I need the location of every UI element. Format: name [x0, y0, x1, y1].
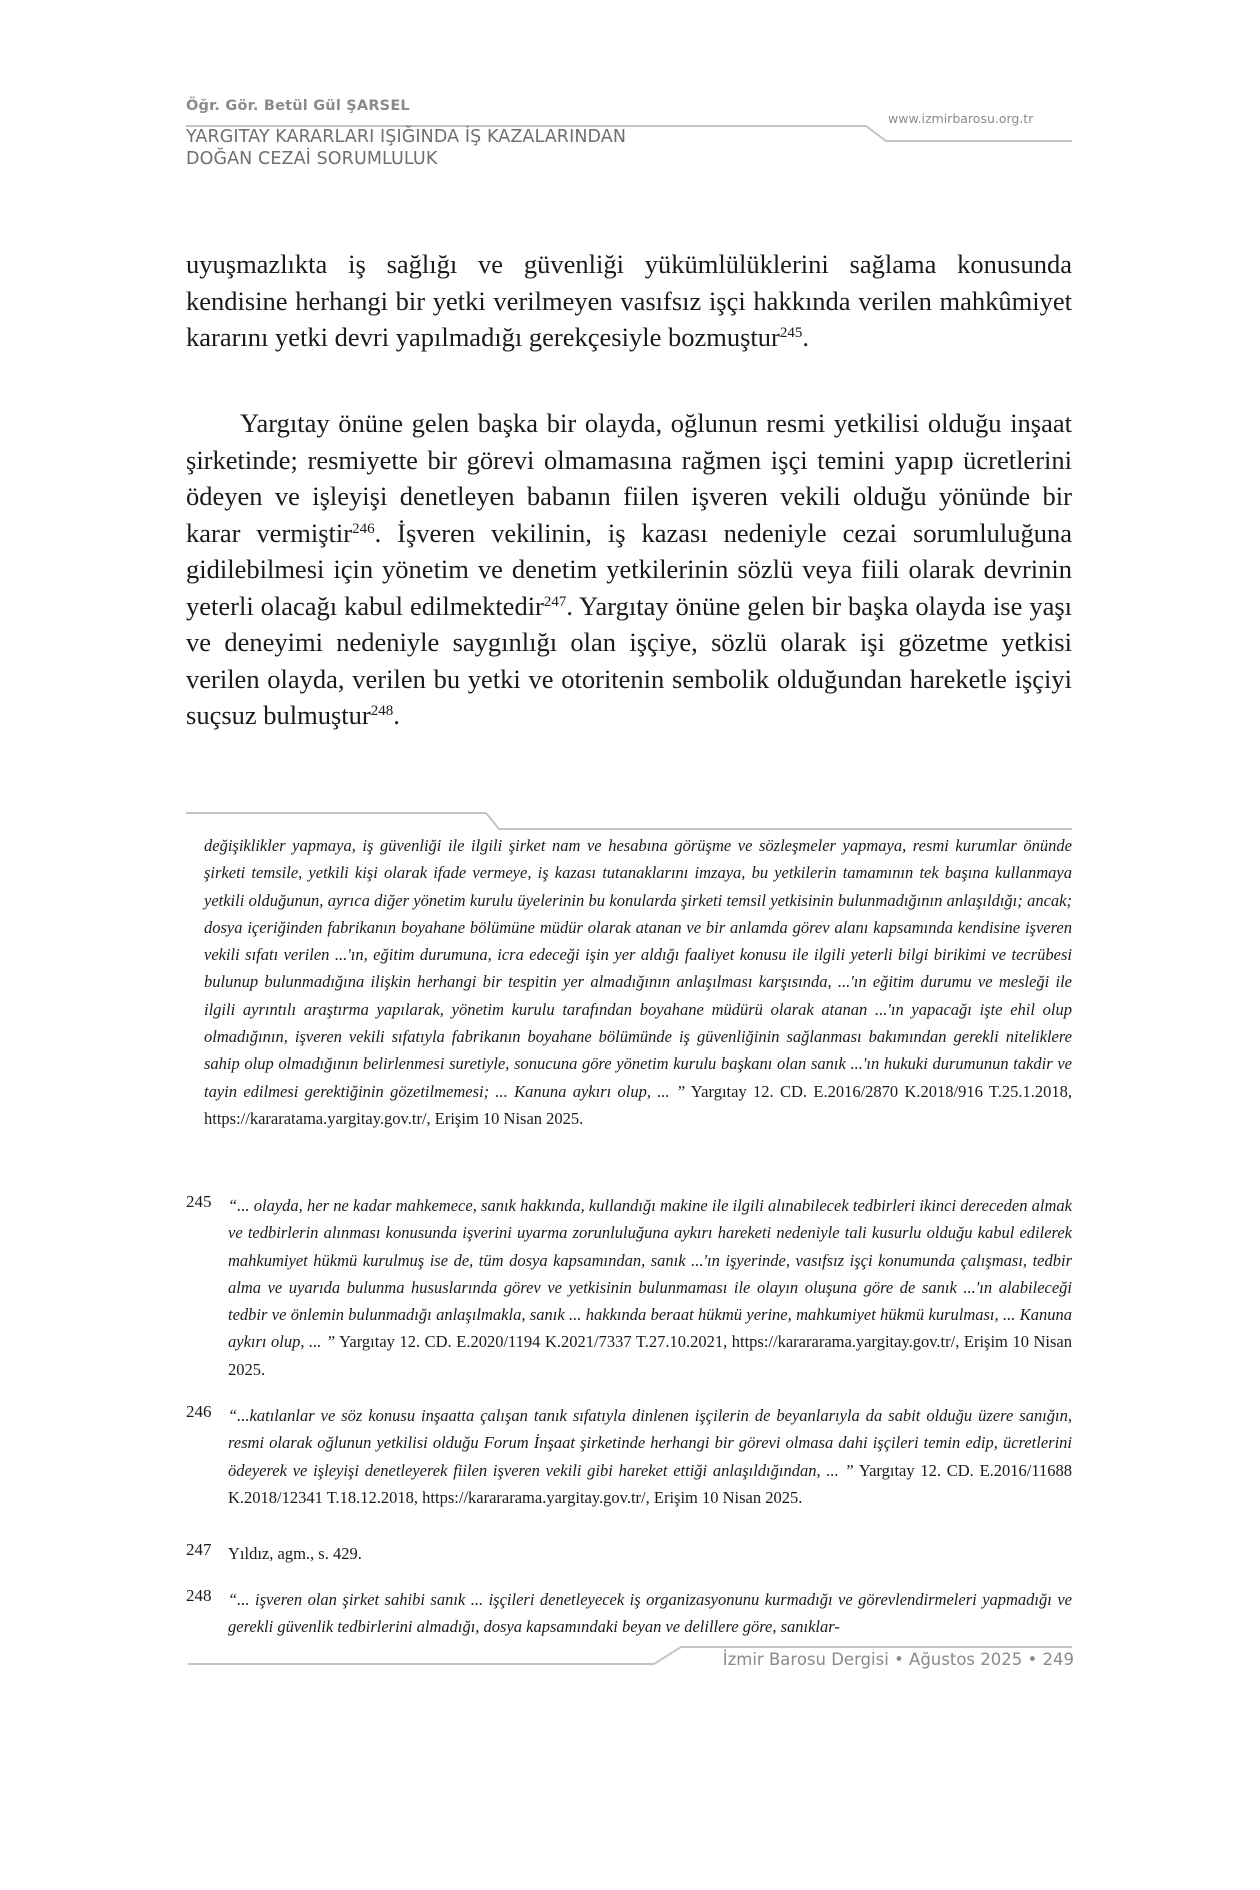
- footnote-248: [186, 1586, 1072, 1641]
- footnote-number: 245: [186, 1192, 212, 1211]
- footnote-ref-246[interactable]: 246: [352, 520, 375, 537]
- paragraph-end: .: [393, 700, 400, 730]
- paragraph-text: . Yargıtay önüne gelen bir başka olayda ise yaşı ve deneyimi nedeniyle saygınlığı olan işçiye, sözlü olarak işi gözetme yetkisi verilen olayda, verilen bu yetki ve otoritenin sembolik olduğundan hareketle işçiyi suçsuz bulmuştur: [186, 590, 1072, 730]
- footnote-citation: Yargıtay 12. CD. E.2016/2870 K.2018/916 T.25.1.2018, https://kararatama.yargitay.gov.tr/, Erişim 10 Nisan 2025.: [204, 1081, 1073, 1128]
- footnote-ref-248[interactable]: 248: [370, 703, 394, 719]
- header-title-line-2: DOĞAN CEZAİ SORUMLULUK: [186, 149, 438, 169]
- footer-journal-name: İzmir Barosu Dergisi: [722, 1650, 889, 1669]
- footnote-body: [186, 1586, 1072, 1641]
- page-number: 249: [1042, 1650, 1074, 1669]
- header-article-title: [186, 126, 626, 170]
- footer-issue-date: Ağustos 2025: [909, 1650, 1023, 1669]
- footnote-quote: “... işveren olan şirket sahibi sanık ... işçileri denetleyecek iş organizasyonunu kurmadığı ve görevlendirmeleri yapmadığı ve gerekli güvenlik tedbirlerini almadığı, dosya kapsamındaki beyan ve delillere göre, sanıklar-: [228, 1590, 1072, 1637]
- footnote-citation: Yargıtay 12. CD. E.2016/11688 K.2018/12341 T.18.12.2018, https://karararama.yargitay.gov.tr/, Erişim 10 Nisan 2025.: [228, 1460, 1072, 1507]
- footnote-continued-text: [186, 832, 1072, 1132]
- footnote-body: [186, 1540, 1072, 1567]
- footer-separator: •: [894, 1650, 904, 1669]
- footnote-body: [186, 1192, 1072, 1383]
- header-author: Öğr. Gör. Betül Gül ŞARSEL: [186, 98, 410, 114]
- footnote-quote: değişiklikler yapmaya, iş güvenliği ile ilgili şirket nam ve hesabına görüşme ve sözleşmeler yapmaya, resmi kurumlar önünde şirketi temsile, yetkili kişi olarak ifade vermeye, iş kazası tutanaklarını imzaya, bu yetkilerin tamamının tek başına kullanmaya yetkili olduğunun, ayrıca diğer yönetim kurulu üyelerinin bu konularda şirketi temsil yetkisinin bulunmadığının anlaşıldığı; ancak; dosya içeriğinden fabrikanın boyahane bölümüne müdür olarak atanan ve bir anlamda görev alanı kapsamında kendisine işveren vekili sıfatı verilen ...'ın, eğitim durumuna, icra edeceği işin yer aldığı faaliyet konusu ile ilgili yeterli bilgi birikimi ve tecrübesi bulunup bulunmadığına ilişkin herhangi bir tespitin yer almadığının anlaşılması karşısında, ...'ın eğitim durumu ve mesleği ile ilgili ayrıntılı araştırma yapılarak, yönetim kurulu tarafından boyahane müdürü olarak atanan ...'ın yapacağı işte ehil olup olmadığının, işveren vekili sıfatıyla fabrikanın boyahane bölümünde iş güvenliğinin sağlanması bakımından gerekli niteliklere sahip olup olmadığının belirlenmesi suretiyle, sonucuna göre yönetim kurulu başkanı olan sanık ...'ın hukuki durumunun takdir ve tayin edilmesi gerektiğinin gözetilmemesi; ... Kanuna aykırı olup, ... ”: [204, 836, 1072, 1101]
- footnote-number: 247: [186, 1540, 212, 1559]
- paragraph-end: .: [802, 322, 809, 352]
- paragraph-text: uyuşmazlıkta iş sağlığı ve güvenliği yükümlülüklerini sağlama konusunda kendisine herhangi bir yetki verilmeyen vasıfsız işçi hakkında verilen mahkûmiyet kararını yetki devri yapılmadığı gerekçesiyle bozmuştur: [186, 249, 1072, 352]
- footnote-body: [186, 1402, 1072, 1511]
- footnote-ref-247[interactable]: 247: [543, 593, 567, 610]
- footer-separator: •: [1027, 1650, 1038, 1669]
- footnote-number: 248: [186, 1586, 212, 1605]
- footnote-ref-245[interactable]: 245: [779, 325, 803, 341]
- body-paragraph-2: [186, 405, 1072, 734]
- footnote-citation: Yargıtay 12. CD. E.2020/1194 K.2021/7337 T.27.10.2021, https://karararama.yargitay.gov.tr/, Erişim 10 Nisan 2025.: [228, 1332, 1072, 1379]
- footnote-separator: [186, 813, 1072, 829]
- footnote-citation: Yıldız, agm., s. 429.: [228, 1544, 362, 1563]
- footnote-246: [186, 1402, 1072, 1511]
- footnote-number: 246: [186, 1402, 212, 1421]
- body-paragraph-1: [186, 246, 1072, 356]
- footnote-quote: “... olayda, her ne kadar mahkemece, sanık hakkında, kullandığı makine ile ilgili alınabilecek tedbirleri ikinci dereceden almak ve tedbirlerin alınması konusunda işverini uyarma zorunluluğuna aykırı hareketi nedeniyle tali kusurlu olduğu kabul edilerek mahkumiyet hükmü kurulmuş ise de, tüm dosya kapsamından, sanık ...'ın işyerinde, vasıfsız işçi konumunda çalışması, tedbir alma ve uyarıda bulunma hususlarında görev ve yetkisinin bulunmaması ile olayın oluşuna göre de sanık ...'ın alabileceği tedbir ve önlemin bulunmadığı anlaşılmakla, sanık ... hakkında beraat hükmü yerine, mahkumiyet hükmü kurulması, ... Kanuna aykırı olup, ... ”: [228, 1196, 1072, 1352]
- page-footer: [682, 1650, 1074, 1669]
- footnote-245: [186, 1192, 1072, 1383]
- footnote-continued: [186, 832, 1072, 1132]
- footnote-quote: “...katılanlar ve söz konusu inşaatta çalışan tanık sıfatıyla dinlenen işçilerin de beyanlarıyla da sabit olduğu üzere sanığın, resmi olarak oğlunun yetkilisi olduğu Forum İnşaat şirketinde herhangi bir görevi olmasa dahi işçileri temin edip, ücretlerini ödeyerek ve işleyişi denetleyerek fiilen işveren vekili gibi hareket ettiği anlaşıldığından, ... ”: [228, 1406, 1072, 1480]
- paragraph-text: . İşveren vekilinin, iş kazası nedeniyle cezai sorumluluğuna gidilebilmesi için yönetim ve denetim yetkilerinin sözlü veya fiili olarak devrinin yeterli olacağı kabul edilmektedir: [186, 517, 1072, 621]
- header-title-line-1: YARGITAY KARARLARI IŞIĞINDA İŞ KAZALARINDAN: [186, 127, 627, 147]
- header-website-link[interactable]: www.izmirbarosu.org.tr: [888, 111, 1034, 126]
- paragraph-text: Yargıtay önüne gelen başka bir olayda, oğlunun resmi yetkilisi olduğu inşaat şirketinde; resmiyette bir görevi olmamasına rağmen işçi temini yapıp ücretlerini ödeyen ve işleyişi denetleyen babanın fiilen işveren vekili olduğu yönünde bir karar vermiştir: [186, 408, 1072, 548]
- footnote-247: [186, 1540, 1072, 1567]
